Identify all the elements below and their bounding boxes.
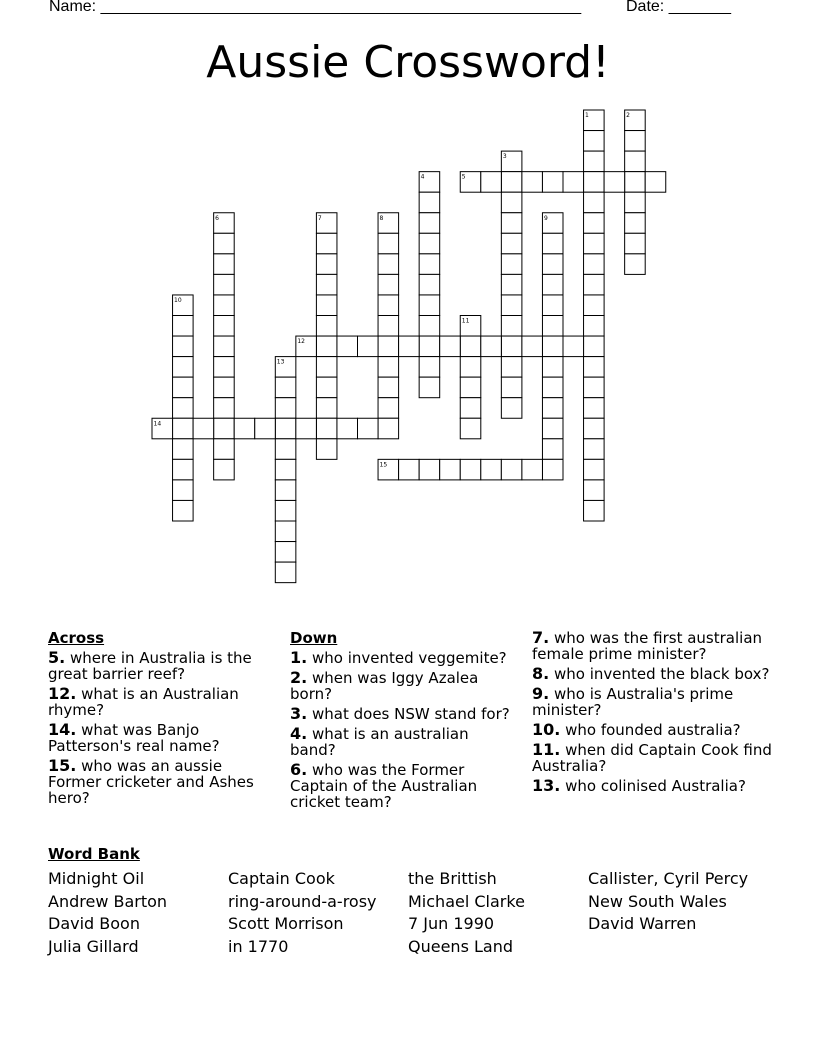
grid-cell[interactable]: [584, 274, 605, 295]
clue-number-label: 10: [174, 296, 182, 304]
grid-cell[interactable]: [419, 295, 440, 316]
grid-cell[interactable]: [584, 500, 605, 521]
grid-cell[interactable]: [501, 459, 522, 480]
grid-cell[interactable]: [378, 274, 399, 295]
grid-cell[interactable]: [460, 377, 481, 398]
grid-cell[interactable]: [378, 418, 399, 439]
grid-cell[interactable]: [275, 480, 296, 501]
grid-cell[interactable]: [522, 172, 543, 193]
grid-cell[interactable]: [214, 398, 235, 419]
clue-text: when did Captain Cook find Australia?: [532, 741, 772, 775]
date-field: Date: _______: [626, 0, 731, 15]
grid-cell[interactable]: [625, 213, 646, 234]
clue-number: 11.: [532, 740, 561, 759]
clue-number: 5.: [48, 648, 66, 667]
grid-cell[interactable]: [625, 131, 646, 152]
grid-cell[interactable]: [584, 233, 605, 254]
clue-number: 7.: [532, 628, 550, 647]
grid-cell[interactable]: [584, 151, 605, 172]
grid-cell[interactable]: [316, 295, 337, 316]
clue-number: 8.: [532, 664, 550, 683]
grid-cell[interactable]: [604, 172, 625, 193]
grid-cell[interactable]: [542, 377, 563, 398]
clue-number: 10.: [532, 720, 561, 739]
grid-cell[interactable]: [358, 418, 379, 439]
across-heading: Across: [48, 629, 105, 647]
grid-cell[interactable]: [316, 274, 337, 295]
grid-cell[interactable]: [275, 398, 296, 419]
clue-number: 1.: [290, 648, 308, 667]
grid-cell[interactable]: [563, 336, 584, 357]
grid-cell[interactable]: [460, 418, 481, 439]
clue-text: who was the first australian female prime minister?: [532, 629, 763, 663]
grid-cell[interactable]: [542, 274, 563, 295]
grid-cell[interactable]: [584, 418, 605, 439]
clue-down-3: [290, 706, 515, 722]
page-title: Aussie Crossword!: [206, 37, 610, 88]
grid-cell[interactable]: [460, 336, 481, 357]
clue-down-13: [532, 778, 772, 794]
grid-cell[interactable]: [214, 254, 235, 275]
clue-number-label: 7: [317, 214, 322, 222]
grid-cell[interactable]: [419, 254, 440, 275]
grid-cell[interactable]: [419, 213, 440, 234]
clue-number: 2.: [290, 668, 308, 687]
grid-cell[interactable]: [316, 336, 337, 357]
grid-cell[interactable]: [399, 459, 420, 480]
clue-down-9: [532, 686, 772, 718]
grid-cell[interactable]: [275, 418, 296, 439]
clue-number: 4.: [290, 724, 308, 743]
grid-cell[interactable]: [542, 459, 563, 480]
grid-cell[interactable]: [542, 398, 563, 419]
grid-cell[interactable]: [501, 336, 522, 357]
grid-cell[interactable]: [584, 459, 605, 480]
grid-cell[interactable]: [625, 192, 646, 213]
clue-down-2: [290, 670, 515, 702]
grid-cell[interactable]: [214, 274, 235, 295]
word-bank-item: Captain Cook: [228, 869, 335, 888]
grid-cell[interactable]: [378, 295, 399, 316]
clue-text: who is Australia's prime minister?: [532, 685, 734, 719]
clue-number: 3.: [290, 704, 308, 723]
clue-number-label: 5: [461, 173, 466, 181]
grid-cell[interactable]: [584, 377, 605, 398]
grid-cell[interactable]: [234, 418, 255, 439]
grid-cell[interactable]: [645, 172, 666, 193]
grid-cell[interactable]: [542, 336, 563, 357]
grid-cell[interactable]: [584, 131, 605, 152]
word-bank-item: Julia Gillard: [48, 937, 139, 957]
clue-number: 14.: [48, 720, 77, 739]
grid-cell[interactable]: [584, 357, 605, 378]
grid-cell[interactable]: [214, 459, 235, 480]
clue-number-label: 1: [585, 112, 589, 119]
grid-cell[interactable]: [563, 172, 584, 193]
grid-cell[interactable]: [378, 316, 399, 337]
grid-cell[interactable]: [255, 418, 276, 439]
grid-cell[interactable]: [419, 357, 440, 378]
grid-cell[interactable]: [542, 316, 563, 337]
word-bank-item: Scott Morrison: [228, 914, 344, 934]
grid-cell[interactable]: [275, 500, 296, 521]
grid-cell[interactable]: [316, 377, 337, 398]
grid-cell[interactable]: [419, 233, 440, 254]
clue-down-8: [532, 666, 772, 682]
grid-cell[interactable]: [275, 562, 296, 583]
clue-number: 6.: [290, 760, 308, 779]
grid-cell[interactable]: [378, 357, 399, 378]
grid-cell[interactable]: [173, 336, 194, 357]
clue-down-10: [532, 722, 772, 738]
clue-number-label: 8: [379, 214, 384, 222]
grid-cell[interactable]: [378, 398, 399, 419]
grid-cell[interactable]: [337, 336, 358, 357]
grid-cell[interactable]: [419, 336, 440, 357]
word-bank-item: 7 Jun 1990: [408, 914, 495, 934]
clue-down-11: [532, 742, 772, 774]
grid-cell[interactable]: [440, 336, 461, 357]
grid-cell[interactable]: [501, 274, 522, 295]
word-bank-item: in 1770: [228, 937, 289, 957]
grid-cell[interactable]: [481, 172, 502, 193]
word-bank-item: Callister, Cyril Percy: [588, 869, 749, 888]
word-bank-item: New South Wales: [588, 891, 727, 911]
grid-cell[interactable]: [522, 459, 543, 480]
grid-cell[interactable]: [522, 336, 543, 357]
clue-text: what was Banjo Patterson's real name?: [48, 721, 220, 755]
name-field: Name: ______________________________________________________: [49, 0, 582, 15]
clue-number-label: 11: [461, 317, 470, 325]
clue-number: 9.: [532, 684, 550, 703]
grid-cell[interactable]: [542, 233, 563, 254]
grid-cell[interactable]: [625, 254, 646, 275]
grid-cell[interactable]: [173, 439, 194, 460]
grid-cell[interactable]: [440, 459, 461, 480]
clue-number-label: 9: [543, 214, 548, 222]
clue-number: 13.: [532, 776, 561, 795]
grid-cell[interactable]: [501, 377, 522, 398]
grid-cell[interactable]: [316, 357, 337, 378]
clue-text: where in Australia is the great barrier reef?: [48, 649, 252, 683]
grid-cell[interactable]: [501, 192, 522, 213]
grid-cell[interactable]: [584, 336, 605, 357]
clue-text: who founded australia?: [565, 721, 741, 739]
grid-cell[interactable]: [584, 295, 605, 316]
grid-cell[interactable]: [399, 336, 420, 357]
grid-cell[interactable]: [501, 233, 522, 254]
clue-text: what is an australian band?: [290, 725, 469, 759]
clue-number-label: 4: [420, 173, 425, 181]
clue-text: who invented veggemite?: [312, 649, 507, 667]
grid-cell[interactable]: [378, 336, 399, 357]
word-bank-column: [48, 868, 167, 959]
grid-cell[interactable]: [316, 254, 337, 275]
word-bank-item: ring-around-a-rosy: [228, 891, 377, 911]
grid-cell[interactable]: [584, 316, 605, 337]
down-clues-continued: [532, 630, 772, 798]
grid-cell[interactable]: [214, 295, 235, 316]
grid-cell[interactable]: [542, 439, 563, 460]
grid-cell[interactable]: [584, 254, 605, 275]
grid-cell[interactable]: [501, 254, 522, 275]
word-bank-item: David Boon: [48, 914, 140, 934]
grid-cell[interactable]: [173, 316, 194, 337]
grid-cell[interactable]: [275, 542, 296, 563]
grid-cell[interactable]: [214, 233, 235, 254]
grid-cell[interactable]: [501, 172, 522, 193]
clue-number-label: 2: [626, 112, 630, 119]
clue-number-label: 14: [153, 420, 162, 428]
grid-cell[interactable]: [316, 439, 337, 460]
word-bank-item: Midnight Oil: [48, 869, 145, 888]
clue-number: 12.: [48, 684, 77, 703]
clue-number-label: 3: [502, 153, 507, 161]
grid-cell[interactable]: [193, 418, 214, 439]
grid-cell[interactable]: [501, 398, 522, 419]
grid-cell[interactable]: [460, 398, 481, 419]
clue-number-label: 15: [379, 461, 388, 469]
clue-across-12: [48, 686, 273, 718]
down-heading: Down: [290, 629, 338, 647]
grid-cell[interactable]: [460, 459, 481, 480]
grid-cell[interactable]: [337, 418, 358, 439]
grid-cell[interactable]: [584, 439, 605, 460]
word-bank-column: [588, 868, 748, 936]
clue-text: who was the Former Captain of the Australian cricket team?: [290, 761, 478, 811]
grid-cell[interactable]: [584, 398, 605, 419]
grid-cell[interactable]: [378, 233, 399, 254]
clue-text: when was Iggy Azalea born?: [290, 669, 479, 703]
grid-cell[interactable]: [296, 418, 317, 439]
grid-cell[interactable]: [542, 254, 563, 275]
grid-cell[interactable]: [173, 398, 194, 419]
word-bank-item: the Brittish: [408, 869, 497, 888]
word-bank-column: [228, 868, 377, 959]
grid-cell[interactable]: [584, 213, 605, 234]
clue-down-4: [290, 726, 515, 758]
grid-cell[interactable]: [584, 192, 605, 213]
grid-cell[interactable]: [501, 357, 522, 378]
grid-cell[interactable]: [419, 459, 440, 480]
grid-cell[interactable]: [481, 459, 502, 480]
grid-cell[interactable]: [173, 480, 194, 501]
grid-cell[interactable]: [501, 316, 522, 337]
word-bank-item: Michael Clarke: [408, 891, 525, 911]
clue-down-7: [532, 630, 772, 662]
word-bank-item: Queens Land: [408, 937, 513, 957]
grid-cell[interactable]: [275, 521, 296, 542]
grid-cell[interactable]: [173, 357, 194, 378]
word-bank-item: Andrew Barton: [48, 891, 168, 911]
grid-cell[interactable]: [214, 336, 235, 357]
grid-cell[interactable]: [214, 357, 235, 378]
clue-number-label: 12: [297, 338, 305, 346]
grid-cell[interactable]: [419, 316, 440, 337]
clue-text: who was an aussie Former cricketer and Ashes hero?: [48, 757, 254, 807]
grid-cell[interactable]: [275, 377, 296, 398]
grid-cell[interactable]: [173, 500, 194, 521]
down-clues: [290, 630, 515, 814]
grid-cell[interactable]: [173, 459, 194, 480]
grid-cell[interactable]: [214, 418, 235, 439]
grid-cell[interactable]: [214, 377, 235, 398]
grid-cell[interactable]: [316, 316, 337, 337]
clue-across-15: [48, 758, 273, 806]
word-bank-heading: Word Bank: [48, 845, 140, 863]
grid-cell[interactable]: [584, 172, 605, 193]
clue-down-6: [290, 762, 515, 810]
grid-cell[interactable]: [625, 151, 646, 172]
grid-cell[interactable]: [542, 418, 563, 439]
grid-cell[interactable]: [542, 357, 563, 378]
clue-text: who invented the black box?: [554, 665, 770, 683]
grid-cell[interactable]: [542, 295, 563, 316]
grid-cell[interactable]: [378, 254, 399, 275]
grid-cell[interactable]: [460, 357, 481, 378]
grid-cell[interactable]: [214, 439, 235, 460]
grid-cell[interactable]: [275, 459, 296, 480]
grid-cell[interactable]: [173, 418, 194, 439]
clue-text: what does NSW stand for?: [312, 705, 510, 723]
clue-across-14: [48, 722, 273, 754]
grid-cell[interactable]: [501, 295, 522, 316]
across-clues: [48, 630, 273, 810]
grid-cell[interactable]: [419, 192, 440, 213]
grid-cell[interactable]: [275, 439, 296, 460]
grid-cell[interactable]: [316, 418, 337, 439]
clue-across-5: [48, 650, 273, 682]
grid-cell[interactable]: [625, 233, 646, 254]
grid-cell[interactable]: [625, 172, 646, 193]
grid-cell[interactable]: [316, 233, 337, 254]
clue-number: 15.: [48, 756, 77, 775]
grid-cell[interactable]: [584, 480, 605, 501]
grid-cell[interactable]: [481, 336, 502, 357]
clue-text: who colinised Australia?: [565, 777, 746, 795]
word-bank-column: [408, 868, 525, 959]
word-bank-item: David Warren: [588, 914, 697, 934]
grid-cell[interactable]: [316, 398, 337, 419]
grid-cell[interactable]: [378, 377, 399, 398]
grid-cell[interactable]: [542, 172, 563, 193]
clue-text: what is an Australian rhyme?: [48, 685, 239, 719]
grid-cell[interactable]: [358, 336, 379, 357]
grid-cell[interactable]: [501, 213, 522, 234]
clue-number-label: 6: [215, 214, 219, 222]
grid-cell[interactable]: [419, 377, 440, 398]
grid-cell[interactable]: [173, 377, 194, 398]
grid-cell[interactable]: [419, 274, 440, 295]
clue-down-1: [290, 650, 515, 666]
grid-cell[interactable]: [214, 316, 235, 337]
clue-number-label: 13: [276, 358, 285, 366]
